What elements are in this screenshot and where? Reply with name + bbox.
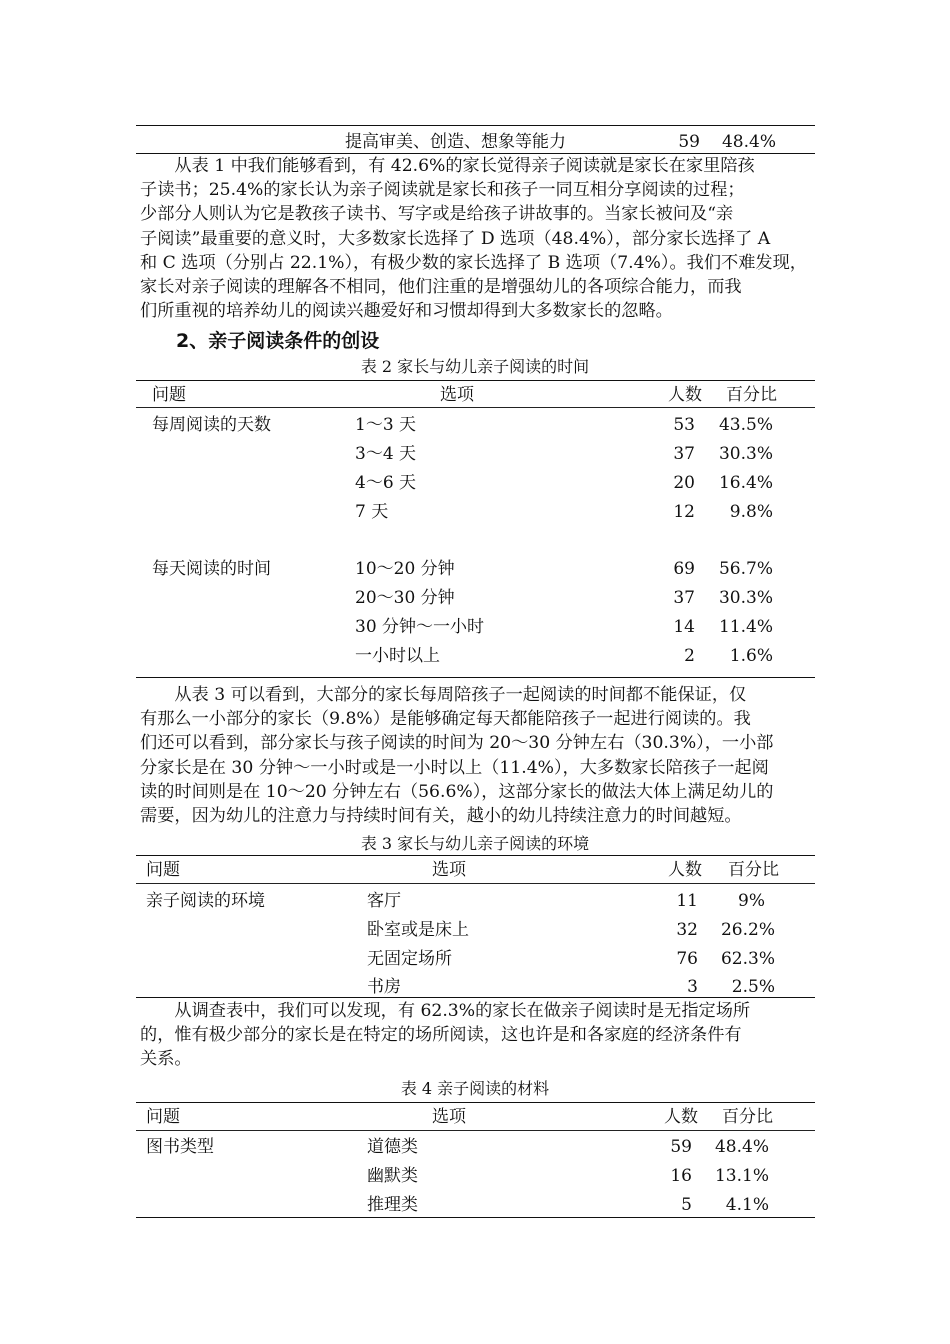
table2-row-count: 20 [673, 473, 695, 493]
table3-question: 亲子阅读的环境 [146, 891, 265, 911]
table2-row-count: 69 [673, 559, 695, 579]
table2-bottom-rule [136, 677, 815, 678]
table2-row-count: 2 [684, 646, 695, 666]
paragraph-3 [140, 999, 820, 1072]
paragraph-1-line: 子读书；25.4%的家长认为亲子阅读就是家长和孩子一同互相分享阅读的过程； [140, 180, 745, 201]
paragraph-1-line: 家长对亲子阅读的理解各不相同，他们注重的是增强幼儿的各项综合能力，而我 [140, 276, 742, 297]
table4-bottom-rule [136, 1217, 815, 1218]
table2-header-question: 问题 [152, 385, 186, 405]
table2-row-count: 37 [673, 444, 695, 464]
table2-row-percent: 30.3% [718, 444, 773, 464]
table1-count: 59 [678, 132, 700, 152]
table4-row-option: 道德类 [367, 1137, 418, 1157]
table2-header-rule [136, 407, 815, 408]
paragraph-2 [140, 683, 820, 828]
table2-row-percent: 1.6% [729, 646, 773, 666]
table2-row-option: 一小时以上 [355, 646, 440, 666]
table3-header-option: 选项 [432, 860, 466, 880]
paragraph-1 [140, 154, 820, 323]
paragraph-2-line: 从表 3 可以看到，大部分的家长每周陪孩子一起阅读的时间都不能保证，仅 [140, 685, 747, 705]
paragraph-1-line: 们所重视的培养幼儿的阅读兴趣爱好和习惯却得到大多数家长的忽略。 [140, 301, 673, 322]
paragraph-3-line: 关系。 [140, 1049, 192, 1070]
paragraph-2-line: 有那么一小部分的家长（9.8%）是能够确定每天都能陪孩子一起进行阅读的。我 [140, 709, 751, 730]
table2-row-count: 14 [673, 617, 695, 637]
table2-group-question: 每天阅读的时间 [152, 559, 271, 579]
table4-header-question: 问题 [146, 1107, 180, 1127]
table1-percent: 48.4% [721, 132, 776, 152]
table2-row-percent: 43.5% [718, 415, 773, 435]
paragraph-1-line: 少部分人则认为它是教孩子读书、写字或是给孩子讲故事的。当家长被问及“亲 [140, 204, 734, 225]
table4-caption: 表 4 亲子阅读的材料 [400, 1079, 550, 1098]
table4-row-count: 5 [681, 1195, 692, 1215]
table2-caption: 表 2 家长与幼儿亲子阅读的时间 [360, 357, 590, 376]
table3-header-question: 问题 [146, 860, 180, 880]
paragraph-2-line: 分家长是在 30 分钟～一小时或是一小时以上（11.4%），大多数家长陪孩子一起阅 [140, 757, 769, 778]
table4-header-percent: 百分比 [722, 1107, 773, 1127]
table2-row-percent: 16.4% [718, 473, 773, 493]
table1-top-rule [136, 125, 815, 126]
table2-row-option: 1～3 天 [355, 415, 417, 435]
table3-row-percent: 62.3% [720, 949, 775, 969]
table3-header-rule [136, 883, 815, 884]
table2-header-percent: 百分比 [726, 385, 777, 405]
table4-row-option: 幽默类 [367, 1166, 418, 1186]
table3-row-option: 书房 [367, 977, 401, 997]
table2-row-option: 7 天 [355, 502, 389, 522]
table4-row-option: 推理类 [367, 1195, 418, 1215]
table3-row-count: 3 [687, 977, 698, 997]
table3-row-count: 76 [676, 949, 698, 969]
table4-header-rule [136, 1130, 815, 1131]
table4-header-count: 人数 [664, 1107, 698, 1127]
table2-row-percent: 9.8% [729, 502, 773, 522]
table4-row-percent: 13.1% [714, 1166, 769, 1186]
paragraph-1-line: 子阅读”最重要的意义时，大多数家长选择了 D 选项（48.4%），部分家长选择了 A [140, 228, 771, 249]
table2-group-question: 每周阅读的天数 [152, 415, 271, 435]
table3-row-option: 卧室或是床上 [367, 920, 469, 940]
table3-row-count: 11 [676, 891, 698, 911]
table4-row-percent: 4.1% [725, 1195, 769, 1215]
table2-row-percent: 30.3% [718, 588, 773, 608]
table1-option: 提高审美、创造、想象等能力 [345, 132, 566, 152]
table3-header-count: 人数 [668, 860, 702, 880]
table3-bottom-rule [136, 997, 815, 998]
table2-row-count: 12 [673, 502, 695, 522]
table4-top-rule [136, 1102, 815, 1103]
table3-row-count: 32 [676, 920, 698, 940]
table2-row-option: 10～20 分钟 [355, 559, 455, 579]
paragraph-2-line: 们还可以看到，部分家长与孩子阅读的时间为 20～30 分钟左右（30.3%），一小部 [140, 733, 774, 754]
table2-header-option: 选项 [440, 385, 474, 405]
table2-top-rule [136, 380, 815, 381]
paragraph-3-line: 的，惟有极少部分的家长是在特定的场所阅读，这也许是和各家庭的经济条件有 [140, 1025, 742, 1046]
table2-row-count: 53 [673, 415, 695, 435]
table3-row-option: 无固定场所 [367, 949, 452, 969]
paragraph-2-line: 需要，因为幼儿的注意力与持续时间有关，越小的幼儿持续注意力的时间越短。 [140, 805, 742, 826]
table4-row-percent: 48.4% [714, 1137, 769, 1157]
paragraph-3-line: 从调查表中，我们可以发现，有 62.3%的家长在做亲子阅读时是无指定场所 [140, 1001, 751, 1021]
table2-row-count: 37 [673, 588, 695, 608]
table2-row-percent: 56.7% [718, 559, 773, 579]
paragraph-2-line: 读的时间则是在 10～20 分钟左右（56.6%），这部分家长的做法大体上满足幼儿的 [140, 781, 774, 802]
table2-header-count: 人数 [668, 385, 702, 405]
table2-row-option: 4～6 天 [355, 473, 417, 493]
table3-top-rule [136, 855, 815, 856]
table2-row-option: 30 分钟～一小时 [355, 617, 485, 637]
table4-row-count: 59 [670, 1137, 692, 1157]
paragraph-1-line: 和 C 选项（分别占 22.1%），有极少数的家长选择了 B 选项（7.4%）。我们不难发现， [140, 252, 807, 273]
table3-row-percent: 2.5% [731, 977, 775, 997]
table2-row-percent: 11.4% [718, 617, 773, 637]
table4-question: 图书类型 [146, 1137, 214, 1157]
table4-row-count: 16 [670, 1166, 692, 1186]
paragraph-1-line: 从表 1 中我们能够看到，有 42.6%的家长觉得亲子阅读就是家长在家里陪孩 [140, 156, 755, 176]
table3-row-percent: 9% [738, 891, 765, 911]
table3-caption: 表 3 家长与幼儿亲子阅读的环境 [360, 834, 590, 853]
section-heading: 2、亲子阅读条件的创设 [176, 330, 380, 352]
table2-row-option: 20～30 分钟 [355, 588, 455, 608]
table3-header-percent: 百分比 [728, 860, 779, 880]
table2-row-option: 3～4 天 [355, 444, 417, 464]
table4-header-option: 选项 [432, 1107, 466, 1127]
table3-row-percent: 26.2% [720, 920, 775, 940]
table3-row-option: 客厅 [367, 891, 401, 911]
